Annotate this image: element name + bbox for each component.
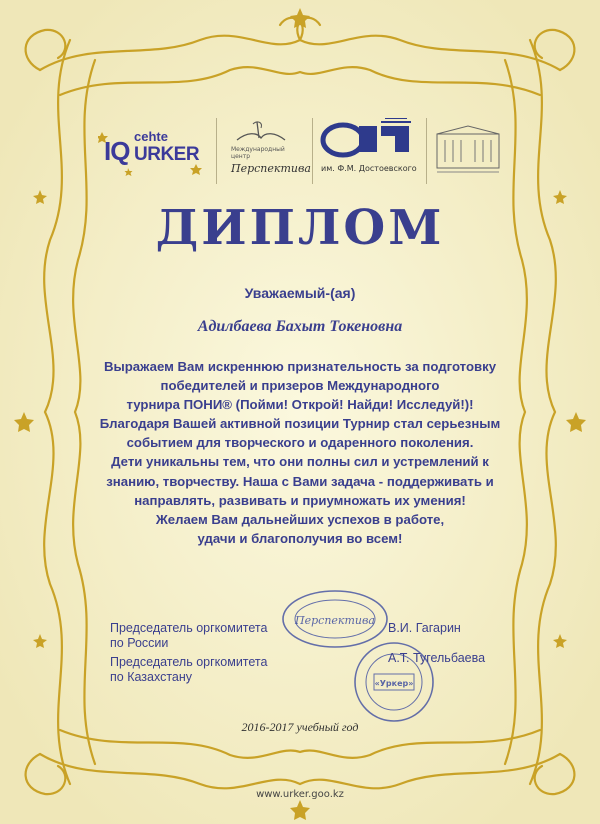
role2-line1: Председатель оргкомитета [110,655,268,669]
logo-iq-text: IQ [104,136,130,166]
iq-center-urker-logo [98,118,206,184]
body-line: турнира ПОНИ® (Пойми! Открой! Найди! Исследуй!)! [126,397,474,413]
omgu-caption: им. Ф.М. Достоевского [321,164,417,173]
building-logo [426,118,507,184]
book-icon [217,118,307,148]
academic-year: 2016-2017 учебный год [241,720,359,734]
role1-line1: Председатель оргкомитета [110,621,268,635]
body-line: событием для творческого и одаренного поколения. [126,435,474,451]
partner-logos [98,118,508,184]
body-line: направлять, развивать и приумножать их умения! [134,492,466,508]
omgu-emblem-icon [313,118,421,162]
greeting: Уважаемый-(ая) [244,285,356,301]
body-line: победителей и призеров Международного [160,378,440,394]
diploma-title: ДИПЛОМ [155,200,445,256]
perspektiva-subtitle: Международный центр [231,146,285,160]
body-line: Благодаря Вашей активной позиции Турнир стал серьезным [99,416,501,432]
recipient-name: Адилбаева Бахыт Токеновна [197,318,403,335]
building-icon [427,118,507,184]
logo-urker-text: URKER [134,144,200,165]
signature-name-kazakhstan: А.Т. Тугельбаева [388,651,486,665]
body-line: Дети уникальны тем, что они полны сил и устремлений к [111,454,489,470]
stamp1-text: Перспектива [295,614,375,627]
website-url: www.urker.goo.kz [256,789,344,800]
logo-center-text: cehte [134,129,168,144]
role2-line2: по Казахстану [110,670,193,684]
signature-role-kazakhstan [110,655,267,685]
omgu-logo [312,118,421,184]
body-line: знанию, творчеству. Наша с Вами задача - поддерживать и [106,473,494,489]
role1-line2: по России [110,636,169,650]
body-line: Желаем Вам дальнейших успехов в работе, [155,511,445,527]
diploma-body [80,357,520,548]
perspektiva-logo [216,118,311,184]
body-line: удачи и благополучия во всем! [197,530,403,546]
perspektiva-name: Перспектива [231,162,311,175]
signature-name-russia: В.И. Гагарин [388,621,461,635]
star-icon [98,118,206,184]
signature-role-russia [110,621,267,651]
body-line: Выражаем Вам искреннюю признательность за подготовку [103,359,497,374]
stamp2-text: «Уркер» [374,679,414,688]
